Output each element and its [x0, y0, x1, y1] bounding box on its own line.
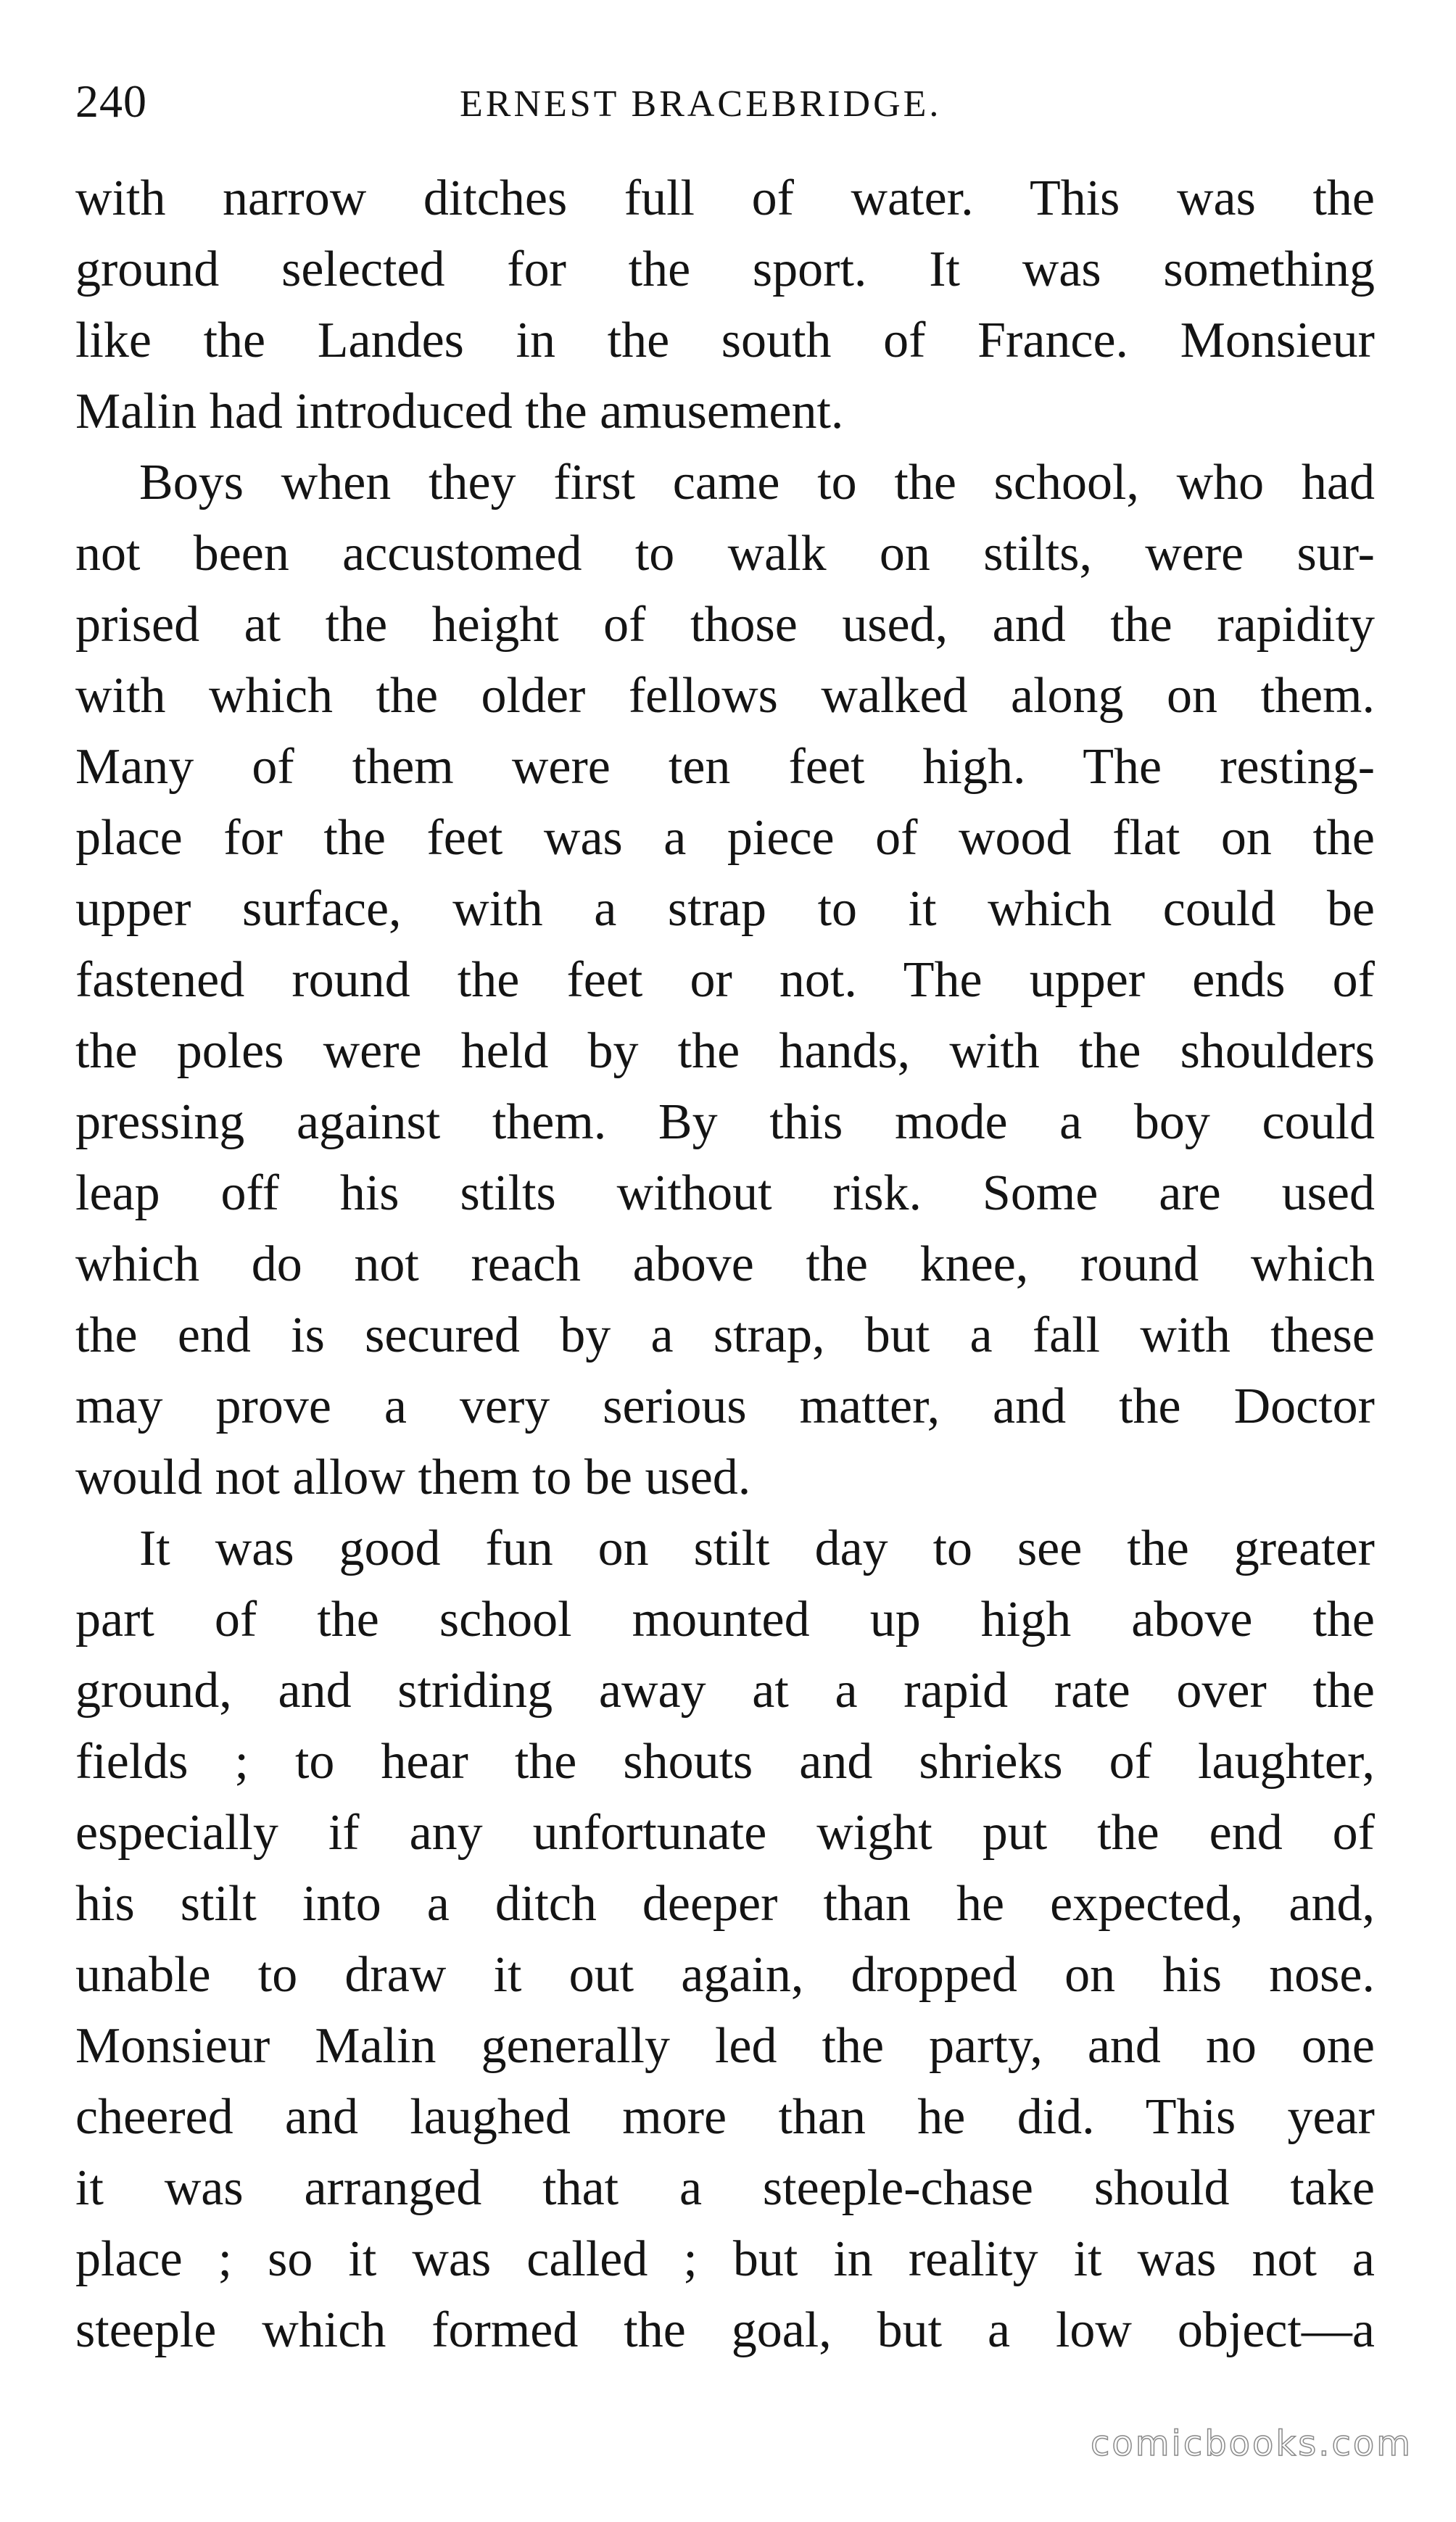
text-line: ground, and striding away at a rapid rate over the: [75, 1663, 1375, 1719]
text-line: Many of them were ten feet high. The resting-: [75, 739, 1375, 795]
text-line: may prove a very serious matter, and the Doctor: [75, 1378, 1375, 1434]
paragraph-2: [75, 447, 1375, 1513]
text-line: it was arranged that a steeple-chase should take: [75, 2160, 1375, 2216]
text-line: Boys when they first came to the school, who had: [139, 455, 1375, 510]
text-line: unable to draw it out again, dropped on his nose.: [75, 1947, 1375, 2003]
text-line: like the Landes in the south of France. Monsieur: [75, 313, 1375, 368]
body-text: [75, 163, 1375, 2366]
text-line: prised at the height of those used, and the rapidity: [75, 597, 1375, 653]
text-line: place ; so it was called ; but in reality it was not a: [75, 2231, 1375, 2287]
running-head: [75, 69, 1381, 134]
text-line: fastened round the feet or not. The upper ends of: [75, 952, 1375, 1008]
text-line: cheered and laughed more than he did. This year: [75, 2089, 1375, 2145]
text-line: Monsieur Malin generally led the party, and no one: [75, 2018, 1375, 2074]
text-line: pressing against them. By this mode a boy could: [75, 1094, 1375, 1150]
text-line: steeple which formed the goal, but a low object—a: [75, 2302, 1375, 2358]
text-line: upper surface, with a strap to it which could be: [75, 881, 1375, 937]
text-line: Malin had introduced the amusement.: [75, 384, 844, 439]
text-line: would not allow them to be used.: [75, 1450, 751, 1505]
text-line: the end is secured by a strap, but a fall with these: [75, 1307, 1375, 1363]
text-line: leap off his stilts without risk. Some are used: [75, 1165, 1375, 1221]
text-line: which do not reach above the knee, round which: [75, 1236, 1375, 1292]
watermark: comicbooks.com: [1090, 2423, 1412, 2464]
running-title: ERNEST BRACEBRIDGE.: [460, 83, 942, 125]
paragraph-3: [75, 1513, 1375, 2366]
text-line: his stilt into a ditch deeper than he expected, and,: [75, 1876, 1375, 1932]
paragraph-1: [75, 163, 1375, 447]
text-line: It was good fun on stilt day to see the greater: [139, 1521, 1375, 1576]
text-line: place for the feet was a piece of wood flat on the: [75, 810, 1375, 866]
text-line: with narrow ditches full of water. This was the: [75, 170, 1375, 226]
text-line: ground selected for the sport. It was something: [75, 241, 1375, 297]
page-number: 240: [75, 75, 147, 127]
text-line: with which the older fellows walked along on them.: [75, 668, 1375, 724]
text-line: part of the school mounted up high above the: [75, 1592, 1375, 1647]
text-line: fields ; to hear the shouts and shrieks of laughter,: [75, 1734, 1375, 1790]
text-line: especially if any unfortunate wight put the end of: [75, 1805, 1375, 1861]
text-line: not been accustomed to walk on stilts, were sur-: [75, 526, 1375, 582]
text-line: the poles were held by the hands, with the shoulders: [75, 1023, 1375, 1079]
